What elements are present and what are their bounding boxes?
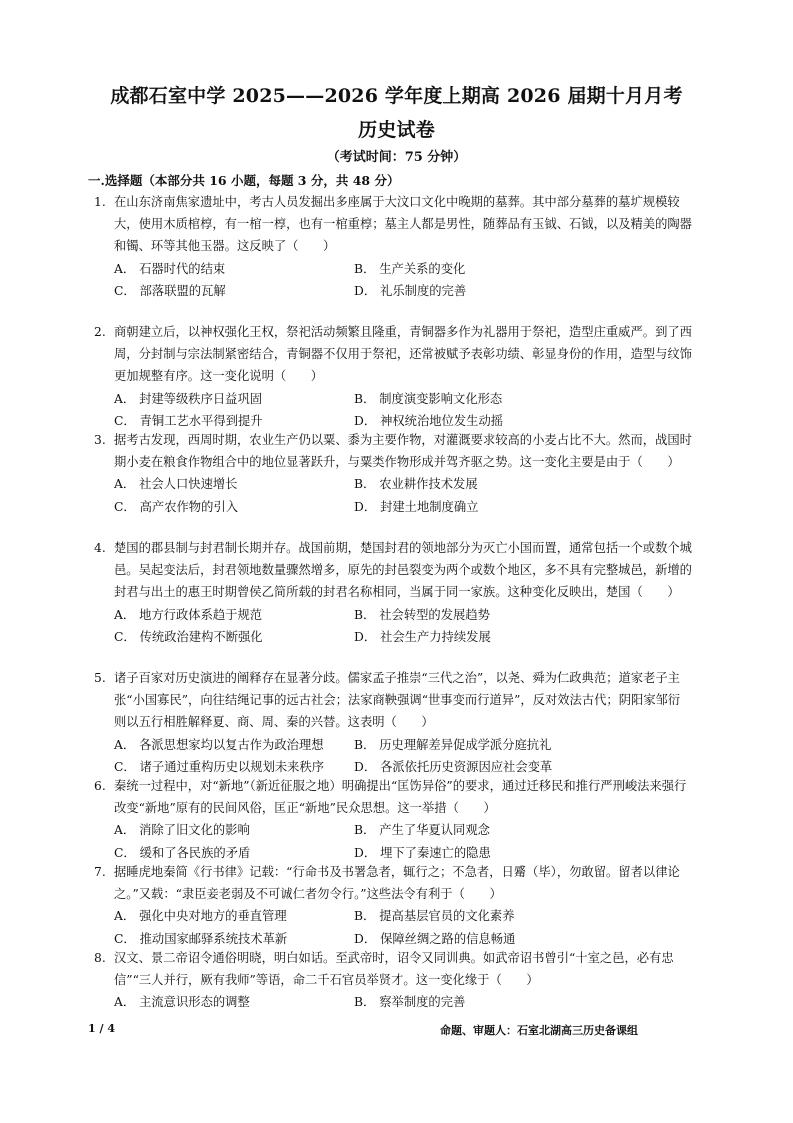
option-list <box>114 258 674 302</box>
option-a: A． 消除了旧文化的影响 <box>114 823 250 838</box>
option-d: D． 封建土地制度确立 <box>354 499 479 514</box>
option-d: D． 社会生产力持续发展 <box>354 629 491 644</box>
option-list <box>114 388 674 432</box>
option-d: D． 埋下了秦速亡的隐患 <box>354 845 491 860</box>
question-text: 诸子百家对历史演进的阐释存在显著分歧。儒家孟子推崇“三代之治”，以尧、舜为仁政典范；道家老子主张“小国寡民”，向往结绳记事的远古社会；法家商鞅强调“世事变而行道异”，反对效法古代；阴阳家邹衍则以五行相胜解释夏、商、周、秦的兴替。这表明（ ） <box>114 671 681 730</box>
exam-subject: 历史试卷 <box>358 119 435 141</box>
question-text: 商朝建立后，以神权强化王权，祭祀活动频繁且隆重，青铜器多作为礼器用于祭祀，造型庄重威严。到了西周，分封制与宗法制紧密结合，青铜器不仅用于祭祀，还常被赋予表彰功绩、彰显身份的作用，造型与纹饰更加规整有序。这一变化说明（ ） <box>114 325 692 384</box>
question-text: 楚国的郡县制与封君制长期并存。战国前期，楚国封君的领地部分为灭亡小国而置，通常包括一个或数个城邑。吴起变法后，封君领地数量骤然增多，原先的封邑裂变为两个或数个地区，多不具有完整城邑，新增的封君与出土的惠王时期曾侯乙简所载的封君名称相同，当属于同一家族。这种变化反映出，楚国（ ） <box>114 541 692 600</box>
option-a: A． 石器时代的结束 <box>114 261 226 276</box>
option-d: D． 保障丝绸之路的信息畅通 <box>354 931 516 946</box>
question-number: 8. <box>94 951 106 965</box>
option-b: B． 农业耕作技术发展 <box>354 477 478 492</box>
question-number: 1. <box>94 195 106 209</box>
option-b: B． 察举制度的完善 <box>354 995 466 1010</box>
question-3 <box>94 429 694 518</box>
option-list <box>114 905 674 949</box>
question-6 <box>94 775 694 864</box>
question-text: 秦统一过程中，对“新地”（新近征服之地）明确提出“匡饬异俗”的要求，通过迁移民和推行严刑峻法来强行改变“新地”原有的民间风俗，匡正“新地”民众思想。这一举措（ ） <box>114 779 687 816</box>
option-b: B． 生产关系的变化 <box>354 261 466 276</box>
question-number: 4. <box>94 541 106 555</box>
option-list <box>114 473 674 517</box>
question-number: 3. <box>94 433 106 447</box>
question-8 <box>94 947 694 1014</box>
question-1 <box>94 191 694 302</box>
option-a: A． 封建等级秩序日益巩固 <box>114 391 263 406</box>
question-7 <box>94 861 694 950</box>
section-heading: 一.选择题（本部分共 16 小题，每题 3 分，共 48 分） <box>88 173 400 188</box>
option-b: B． 制度演变影响文化形态 <box>354 391 503 406</box>
option-b: B． 产生了华夏认同观念 <box>354 823 490 838</box>
option-list <box>114 819 674 863</box>
question-5 <box>94 667 694 778</box>
question-text: 汉文、景二帝诏令通俗明晓，明白如话。至武帝时，诏令又同训典。如武帝诏书曾引“十室之邑，必有忠信”“三人并行，厥有我师”等语，命二千石官员举贤才。这一变化缘于（ ） <box>114 951 674 988</box>
option-c: C． 传统政治建构不断强化 <box>114 629 263 644</box>
page-number: 1 / 4 <box>88 1022 115 1035</box>
question-text: 据睡虎地秦简《行书律》记载：“行命书及书署急者，辄行之；不急者，日觱（毕），勿敢留。留者以律论之。”又载：“隶臣妾老弱及不可诚仁者勿令行。”这些法令有利于（ ） <box>114 865 680 902</box>
footer-credit: 命题、审题人：石室北湖高三历史备课组 <box>440 1024 638 1037</box>
question-number: 5. <box>94 671 106 685</box>
option-d: D． 礼乐制度的完善 <box>354 283 467 298</box>
option-list <box>114 991 674 1013</box>
option-c: C． 部落联盟的瓦解 <box>114 283 226 298</box>
question-4 <box>94 537 694 648</box>
question-2 <box>94 321 694 432</box>
exam-time: （考试时间：75 分钟） <box>326 150 467 165</box>
question-number: 6. <box>94 779 106 793</box>
option-c: C． 高产农作物的引入 <box>114 499 238 514</box>
option-a: A． 各派思想家均以复古作为政治理想 <box>114 737 324 752</box>
exam-title: 成都石室中学 2025——2026 学年度上期高 2026 届期十月月考 <box>110 85 683 107</box>
option-c: C． 青铜工艺水平得到提升 <box>114 413 263 428</box>
question-text: 据考古发现，西周时期，农业生产仍以粟、黍为主要作物，对灌溉要求较高的小麦占比不大。然而，战国时期小麦在粮食作物组合中的地位显著跃升，与粟类作物形成并驾齐驱之势。这一变化主要是由于（ ） <box>114 433 692 470</box>
option-b: B． 社会转型的发展趋势 <box>354 607 490 622</box>
option-b: B． 历史理解差异促成学派分庭抗礼 <box>354 737 552 752</box>
option-a: A． 主流意识形态的调整 <box>114 995 250 1010</box>
option-list <box>114 604 674 648</box>
option-c: C． 诸子通过重构历史以规划未来秩序 <box>114 759 325 774</box>
question-number: 2. <box>94 325 106 339</box>
option-d: D． 各派依托历史资源因应社会变革 <box>354 759 553 774</box>
question-number: 7. <box>94 865 106 879</box>
option-list <box>114 734 674 778</box>
option-a: A． 强化中央对地方的垂直管理 <box>114 909 287 924</box>
option-c: C． 缓和了各民族的矛盾 <box>114 845 251 860</box>
option-d: D． 神权统治地位发生动摇 <box>354 413 504 428</box>
option-a: A． 地方行政体系趋于规范 <box>114 607 263 622</box>
question-text: 在山东济南焦家遗址中，考古人员发掘出多座属于大汶口文化中晚期的墓葬。其中部分墓葬的墓圹规模较大，使用木质棺椁，有一棺一椁，也有一棺重椁；墓主人都是男性，随葬品有玉钺、石钺，以及精美的陶器和镯、环等其他玉器。这反映了（ ） <box>114 195 692 254</box>
option-c: C． 推动国家邮驿系统技术革新 <box>114 931 288 946</box>
option-b: B． 提高基层官员的文化素养 <box>354 909 515 924</box>
option-a: A． 社会人口快速增长 <box>114 477 238 492</box>
